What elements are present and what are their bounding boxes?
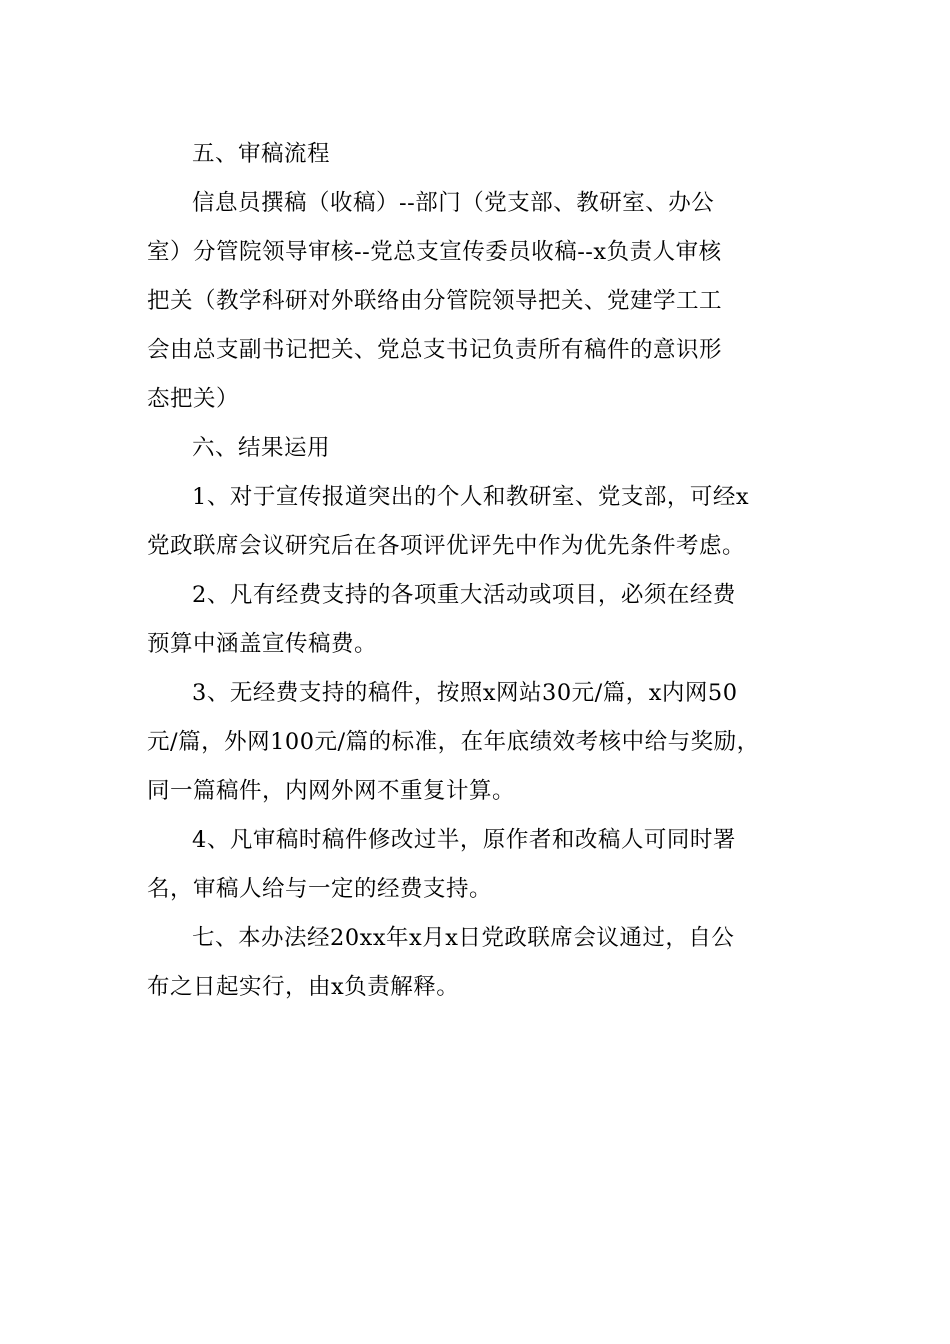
section-heading-review-process xyxy=(147,130,819,179)
text-line: 元/篇，外网100元/篇的标准，在年底绩效考核中给与奖励， xyxy=(147,729,760,755)
text-line: 党政联席会议研究后在各项评优评先中作为优先条件考虑。 xyxy=(147,533,746,559)
text-line: 七、本办法经20xx年x月x日党政联席会议通过，自公 xyxy=(192,925,735,951)
paragraph-review-flow xyxy=(147,179,819,424)
list-item-3 xyxy=(147,669,819,816)
list-item-2 xyxy=(147,571,819,669)
text-line: 室）分管院领导审核--党总支宣传委员收稿--x负责人审核 xyxy=(147,239,722,265)
text-line: 布之日起实行，由x负责解释。 xyxy=(147,974,460,1000)
text-line: 信息员撰稿（收稿）--部门（党支部、教研室、办公 xyxy=(192,190,715,216)
text-line: 2、凡有经费支持的各项重大活动或项目，必须在经费 xyxy=(192,582,736,608)
section-heading-result-use xyxy=(147,424,819,473)
text-line: 六、结果运用 xyxy=(192,435,331,461)
section-seven-effective-date xyxy=(147,914,819,1012)
list-item-4 xyxy=(147,816,819,914)
text-line: 把关（教学科研对外联络由分管院领导把关、党建学工工 xyxy=(147,288,723,314)
document-page xyxy=(147,130,819,1012)
text-line: 4、凡审稿时稿件修改过半，原作者和改稿人可同时署 xyxy=(192,827,736,853)
text-line: 五、审稿流程 xyxy=(192,141,331,167)
text-line: 会由总支副书记把关、党总支书记负责所有稿件的意识形 xyxy=(147,337,723,363)
list-item-1 xyxy=(147,473,819,571)
text-line: 1、对于宣传报道突出的个人和教研室、党支部，可经x xyxy=(192,484,750,510)
text-line: 3、无经费支持的稿件，按照x网站30元/篇，x内网50 xyxy=(192,680,738,706)
text-line: 名，审稿人给与一定的经费支持。 xyxy=(147,876,493,902)
text-line: 同一篇稿件，内网外网不重复计算。 xyxy=(147,778,516,804)
text-line: 态把关） xyxy=(147,386,240,412)
text-line: 预算中涵盖宣传稿费。 xyxy=(147,631,378,657)
